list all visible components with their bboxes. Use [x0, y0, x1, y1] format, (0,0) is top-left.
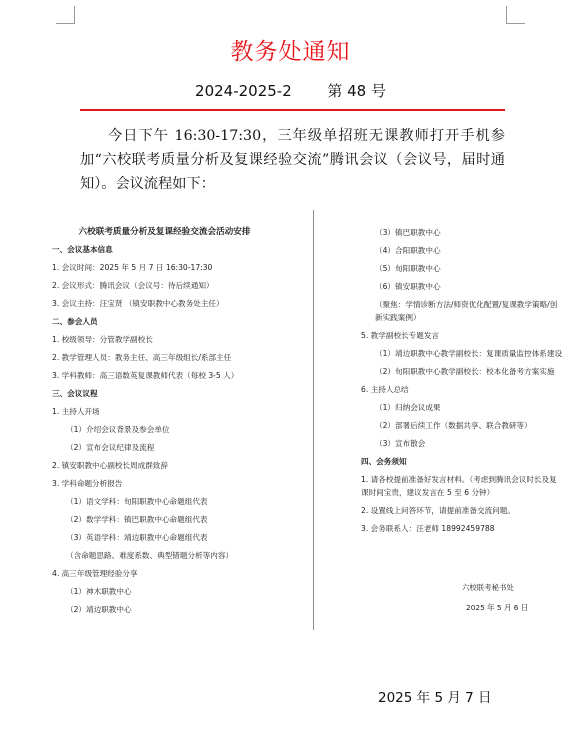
schedule-item: （聚焦：学情诊断方法/师资优化配置/复课教学策略/创新实践案例）	[375, 300, 558, 322]
footer-date: 2025 年 5 月 7 日	[378, 690, 492, 706]
schedule-item: （2）靖边职教中心	[66, 605, 132, 614]
schedule-item: 1. 请各校提前准备好发言材料。（考虑到腾讯会议时长及复课时间宝贵，建议发言在 5 至 6 分钟）	[361, 475, 557, 497]
schedule-item: 1. 主持人开场	[52, 407, 100, 416]
schedule-section-heading: 三、会议议程	[52, 389, 98, 398]
schedule-item: （2）旬阳职教中心教学副校长：校本化备考方案实施	[375, 367, 555, 376]
signature-org: 六校联考秘书处	[462, 583, 514, 592]
schedule-item: 3. 学科教师：高三语数英复课教师代表（每校 3-5 人）	[52, 371, 239, 380]
schedule-item: （5）旬阳职教中心	[375, 264, 441, 273]
document-issue: 第 48 号	[327, 82, 386, 100]
schedule-item: （3）镇巴职教中心	[375, 228, 441, 237]
column-divider	[313, 210, 314, 630]
schedule-item: （3）英语学科：靖边职教中心命题组代表	[66, 533, 208, 542]
schedule-left-column	[52, 226, 307, 621]
signature-date: 2025 年 5 月 6 日	[466, 603, 529, 612]
schedule-item: 2. 设置线上问答环节，请提前准备交流问题。	[361, 506, 515, 515]
schedule-item: （2）宣布会议纪律及流程	[66, 443, 155, 452]
schedule-item: 2. 教学管理人员：教务主任、高三年级组长/系部主任	[52, 353, 232, 362]
intro-paragraph: 今日下午 16:30-17:30，三年级单招班无课教师打开手机参加“六校联考质量分析及复课经验交流”腾讯会议（会议号，届时通知）。会议流程如下：	[80, 128, 505, 192]
schedule-section-heading: 二、参会人员	[52, 317, 98, 326]
schedule-item: （2）部署后续工作（数据共享、联合教研等）	[375, 421, 532, 430]
schedule-item: 3. 会议主持：汪宝贤 （镇安职教中心教务处主任）	[52, 299, 224, 308]
red-header-rule	[80, 109, 505, 111]
schedule-item: 3. 会务联系人：汪老师 18992459788	[361, 524, 495, 533]
page-title: 教务处通知	[230, 39, 351, 65]
schedule-item: （2）数学学科：镇巴职教中心命题组代表	[66, 515, 208, 524]
schedule-item: 6. 主持人总结	[361, 385, 409, 394]
schedule-item: （含命题思路、难度系数、典型错题分析等内容）	[66, 551, 234, 560]
schedule-item: （6）镇安职教中心	[375, 282, 441, 291]
schedule-item: 2. 镇安职教中心副校长周成群致辞	[52, 461, 168, 470]
schedule-item: 5. 教学副校长专题发言	[361, 331, 440, 340]
schedule-item: （1）归纳会议成果	[375, 403, 441, 412]
schedule-left-list	[52, 243, 307, 616]
schedule-item: 2. 会议形式：腾讯会议（会议号：待后续通知）	[52, 281, 214, 290]
schedule-section-heading: 一、会议基本信息	[52, 245, 113, 254]
crop-mark-top-left-h	[56, 23, 75, 24]
crop-mark-top-right-h	[506, 23, 525, 24]
document-number	[0, 80, 581, 101]
schedule-item: 4. 高三年级管理经验分享	[52, 569, 138, 578]
schedule-item: （1）靖边职教中心教学副校长：复课质量监控体系建设	[375, 349, 563, 358]
schedule-item: （4）合阳职教中心	[375, 246, 441, 255]
schedule-item: （1）介绍会议背景及参会单位	[66, 425, 170, 434]
crop-mark-top-left-v	[74, 6, 75, 24]
schedule-item: 3. 学科命题分析报告	[52, 479, 123, 488]
schedule-right-list	[361, 226, 561, 535]
schedule-section-heading: 四、会务须知	[361, 457, 407, 466]
schedule-title: 六校联考质量分析及复课经验交流会活动安排	[78, 227, 251, 237]
schedule-item: 1. 校级领导：分管教学副校长	[52, 335, 153, 344]
schedule-item: 1. 会议时间：2025 年 5 月 7 日 16:30-17:30	[52, 263, 213, 272]
schedule-item: （1）神木职教中心	[66, 587, 132, 596]
schedule-right-column	[361, 226, 561, 540]
schedule-item: （1）语文学科：旬阳职教中心命题组代表	[66, 497, 208, 506]
document-year: 2024-2025-2	[195, 82, 292, 100]
crop-mark-top-right-v	[506, 6, 507, 24]
schedule-item: （3）宣布散会	[375, 439, 426, 448]
